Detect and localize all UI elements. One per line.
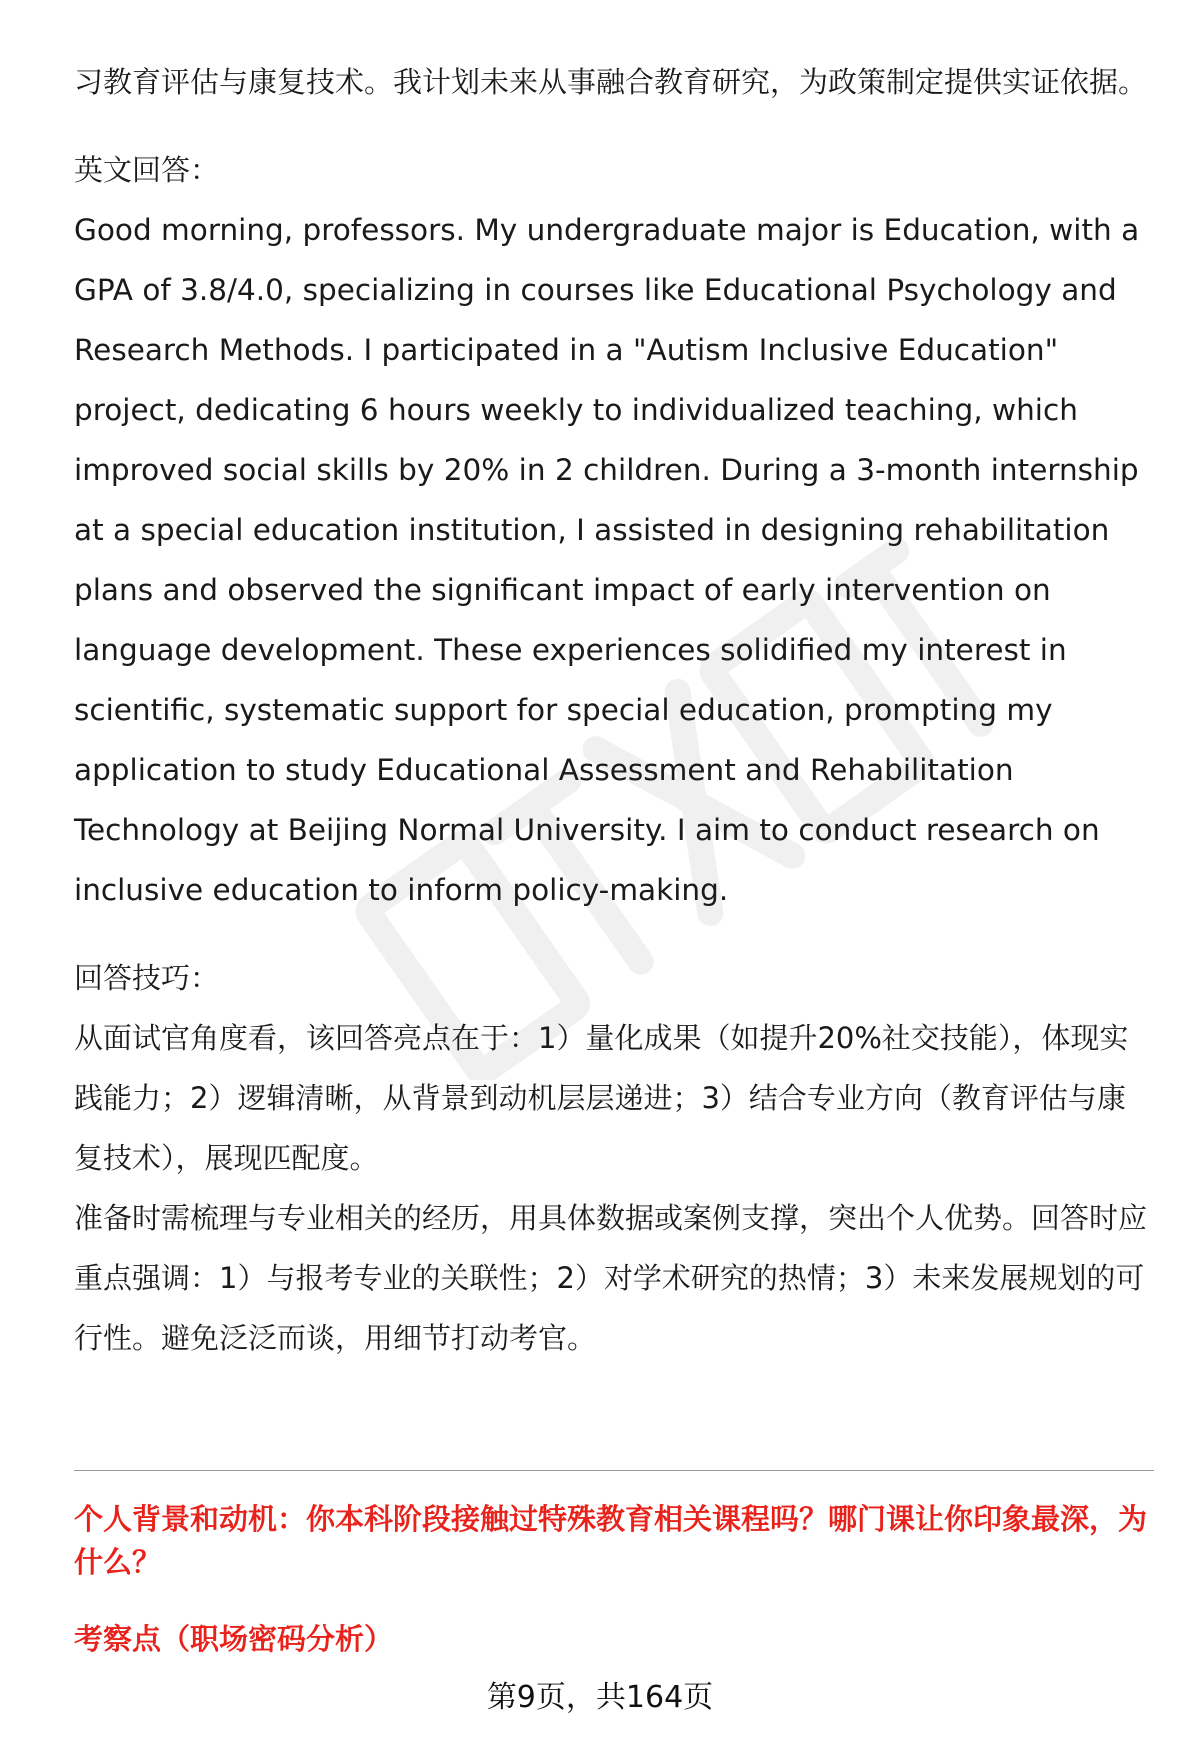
answer-tips-paragraph-1: 从面试官角度看，该回答亮点在于：1）量化成果（如提升20%社交技能），体现实践能力；2）逻辑清晰，从背景到动机层层递进；3）结合专业方向（教育评估与康复技术），展现匹配度。: [74, 1021, 1129, 1175]
english-answer-label: 英文回答：: [74, 153, 220, 187]
next-question-heading: 个人背景和动机：你本科阶段接触过特殊教育相关课程吗？哪门课让你印象最深，为什么？: [74, 1502, 1148, 1579]
intro-continuation-text: 习教育评估与康复技术。我计划未来从事融合教育研究，为政策制定提供实证依据。: [74, 65, 1148, 99]
document-body: [74, 52, 1154, 1368]
assessment-points-heading: 考察点（职场密码分析）: [74, 1622, 394, 1656]
answer-tips-paragraph-2: 准备时需梳理与专业相关的经历，用具体数据或案例支撑，突出个人优势。回答时应重点强调：1）与报考专业的关联性；2）对学术研究的热情；3）未来发展规划的可行性。避免泛泛而谈，用细节打动考官。: [74, 1201, 1148, 1355]
answer-tips-label: 回答技巧：: [74, 961, 220, 995]
page-indicator: 第9页，共164页: [486, 1680, 714, 1715]
section-divider: [74, 1470, 1154, 1471]
english-answer-text: Good morning, professors. My undergraduate major is Education, with a GPA of 3.8/4.0, specializing in courses like Educational Psychology and Research Methods. I participated in a "Autism Inclusive Education" project, dedicating 6 hours weekly to individualized teaching, which improved social skills by 20% in 2 children. During a 3-month internship at a special education institution, I assisted in designing rehabilitation plans and observed the significant impact of early intervention on language development. These experiences solidified my interest in scientific, systematic support for special education, prompting my application to study Educational Assessment and Rehabilitation Technology at Beijing Normal University. I aim to conduct research on inclusive education to inform policy-making.: [74, 213, 1140, 907]
